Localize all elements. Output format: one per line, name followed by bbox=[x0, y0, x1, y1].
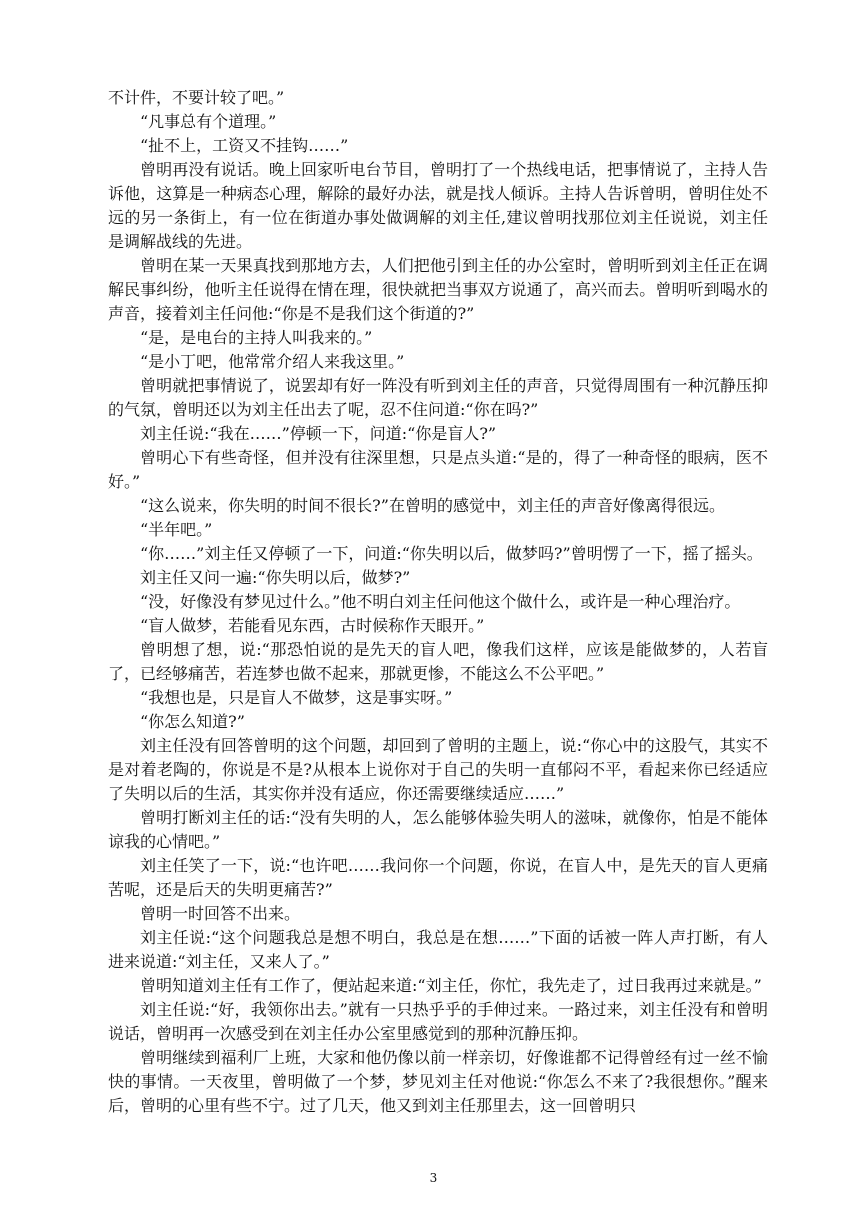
paragraph: 刘主任又问一遍:“你失明以后，做梦?” bbox=[140, 568, 411, 587]
paragraph: “没，好像没有梦见过什么。”他不明白刘主任问他这个做什么，或许是一种心理治疗。 bbox=[140, 592, 741, 611]
paragraph: “是小丁吧，他常常介绍人来我这里。” bbox=[140, 352, 405, 371]
paragraph: 曾明再没有说话。晚上回家听电台节目，曾明打了一个热线电话，把事情说了，主持人告诉他，这算是一种病态心理，解除的最好办法，就是找人倾诉。主持人告诉曾明，曾明住处不远的另一条街上，有一位在街道办事处做调解的刘主任,建议曾明找那位刘主任说说，刘主任是调解战线的先进。 bbox=[108, 160, 768, 251]
paragraph: “你……”刘主任又停顿了一下，问道:“你失明以后，做梦吗?”曾明愣了一下，摇了摇头。 bbox=[140, 544, 763, 563]
paragraph: 刘主任说:“好，我领你出去。”就有一只热乎乎的手伸过来。一路过来，刘主任没有和曾明说话，曾明再一次感受到在刘主任办公室里感觉到的那种沉静压抑。 bbox=[108, 1000, 768, 1043]
paragraph: “你怎么知道?” bbox=[140, 712, 245, 731]
paragraph: 曾明知道刘主任有工作了，便站起来道:“刘主任，你忙，我先走了，过日我再过来就是。” bbox=[140, 976, 762, 995]
paragraph: “是，是电台的主持人叫我来的。” bbox=[140, 328, 373, 347]
paragraph: 曾明继续到福利厂上班，大家和他仍像以前一样亲切，好像谁都不记得曾经有过一丝不愉快的事情。一天夜里，曾明做了一个梦，梦见刘主任对他说:“你怎么不来了?我很想你。”醒来后，曾明的心里有些不宁。过了几天，他又到刘主任那里去，这一回曾明只 bbox=[108, 1048, 768, 1115]
paragraph: 刘主任没有回答曾明的这个问题，却回到了曾明的主题上，说:“你心中的这股气，其实不是对着老陶的，你说是不是?从根本上说你对于自己的失明一直郁闷不平，看起来你已经适应了失明以后的生活，其实你并没有适应，你还需要继续适应……” bbox=[108, 736, 768, 803]
paragraph: “盲人做梦，若能看见东西，古时候称作天眼开。” bbox=[140, 616, 485, 635]
page-number: 3 bbox=[429, 1171, 438, 1185]
paragraph: “凡事总有个道理。” bbox=[140, 112, 277, 131]
paragraph: 曾明一时回答不出来。 bbox=[140, 904, 301, 923]
paragraph: “我想也是，只是盲人不做梦，这是事实呀。” bbox=[140, 688, 453, 707]
paragraph: “这么说来，你失明的时间不很长?”在曾明的感觉中，刘主任的声音好像离得很远。 bbox=[140, 496, 725, 515]
paragraph: 曾明心下有些奇怪，但并没有往深里想，只是点头道:“是的，得了一种奇怪的眼病，医不好。” bbox=[108, 448, 768, 491]
paragraph: 曾明打断刘主任的话:“没有失明的人，怎么能够体验失明人的滋味，就像你，怕是不能体谅我的心情吧。” bbox=[108, 808, 768, 851]
document-body bbox=[108, 86, 768, 1118]
paragraph: “扯不上，工资又不挂钩……” bbox=[140, 136, 349, 155]
paragraph: 刘主任说:“我在……”停顿一下，问道:“你是盲人?” bbox=[140, 424, 497, 443]
paragraph: 不计件，不要计较了吧。” bbox=[108, 88, 285, 107]
paragraph: 刘主任说:“这个问题我总是想不明白，我总是在想……”下面的话被一阵人声打断，有人进来说道:“刘主任，又来人了。” bbox=[108, 928, 768, 971]
paragraph: 曾明想了想，说:“那恐怕说的是先天的盲人吧，像我们这样，应该是能做梦的，人若盲了，已经够痛苦，若连梦也做不起来，那就更惨，不能这么不公平吧。” bbox=[108, 640, 768, 683]
paragraph: 刘主任笑了一下，说:“也许吧……我问你一个问题，你说，在盲人中，是先天的盲人更痛苦呢，还是后天的失明更痛苦?” bbox=[108, 856, 768, 899]
paragraph: “半年吧。” bbox=[140, 520, 213, 539]
paragraph: 曾明在某一天果真找到那地方去，人们把他引到主任的办公室时，曾明听到刘主任正在调解民事纠纷，他听主任说得在情在理，很快就把当事双方说通了，高兴而去。曾明听到喝水的声音，接着刘主任问他:“你是不是我们这个街道的?” bbox=[108, 256, 768, 323]
paragraph: 曾明就把事情说了，说罢却有好一阵没有听到刘主任的声音，只觉得周围有一种沉静压抑的气氛，曾明还以为刘主任出去了呢，忍不住问道:“你在吗?” bbox=[108, 376, 768, 419]
